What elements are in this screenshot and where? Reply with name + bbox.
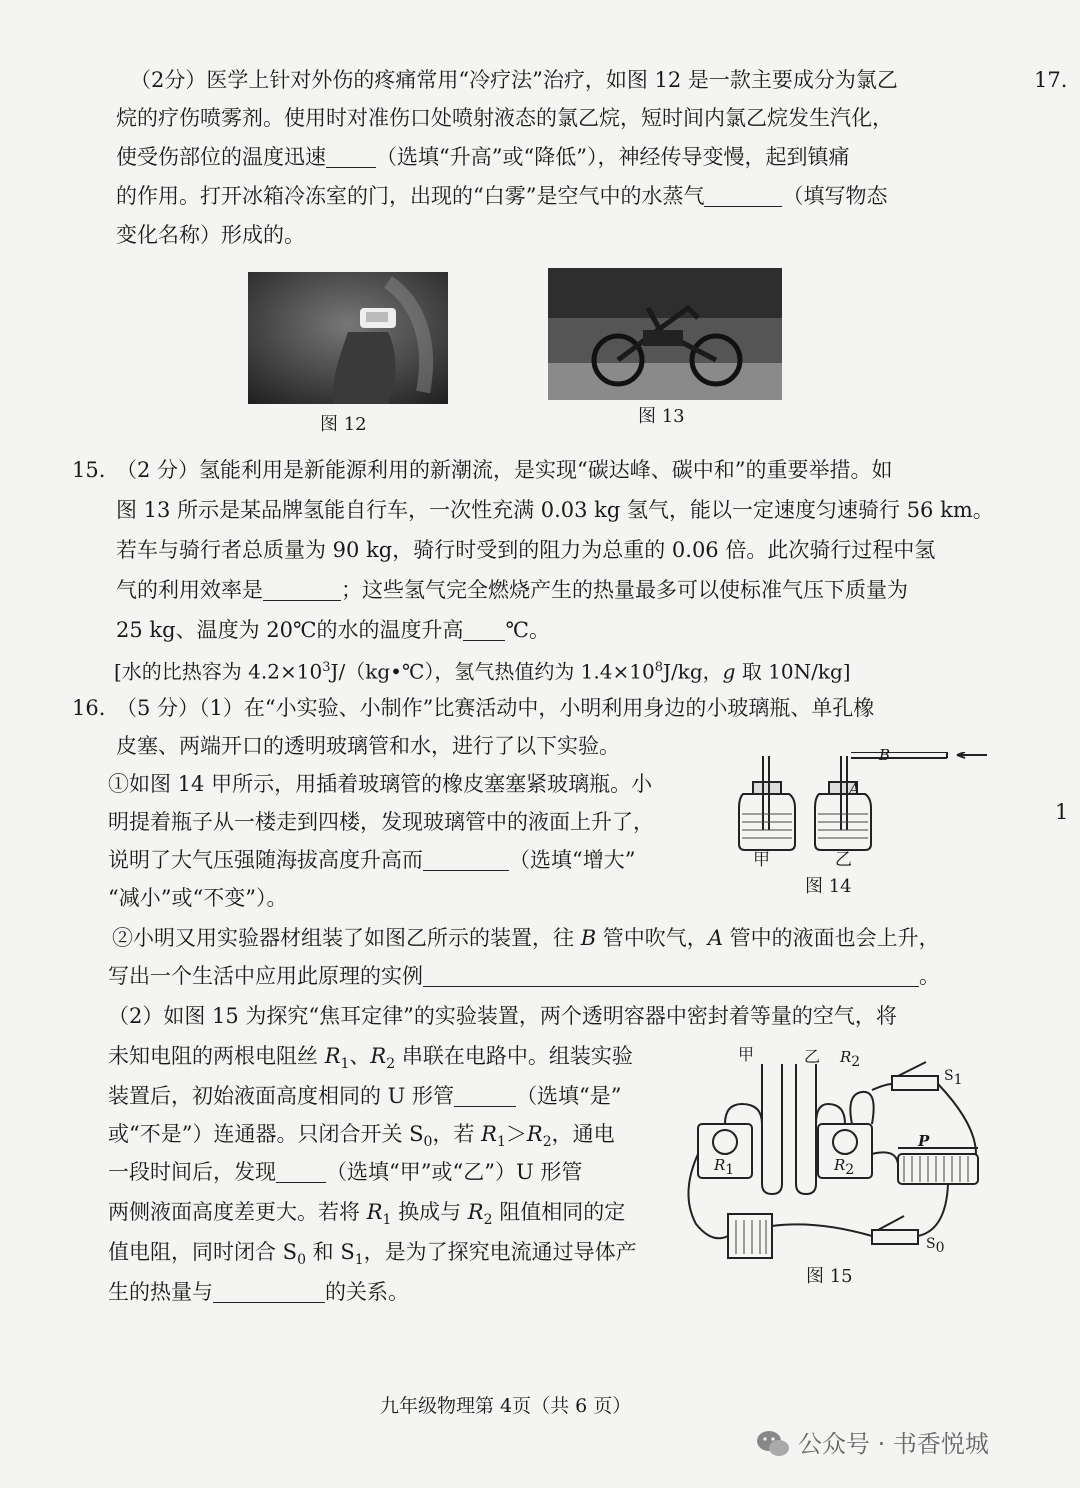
q16-text: R: [366, 1200, 383, 1224]
q16-text: （选填“增大”: [509, 848, 636, 872]
answer-blank[interactable]: [463, 614, 505, 641]
figure-14-caption: 图 14: [805, 876, 852, 897]
answer-blank[interactable]: [423, 960, 919, 987]
q16-text: 串联在电路中。组装实验: [395, 1044, 633, 1068]
q15-text: [水的比热容为 4.2×10: [114, 659, 323, 684]
q16-text: ，通电: [551, 1122, 615, 1146]
q16-text: 两侧液面高度差更大。若将: [108, 1200, 367, 1224]
q14-text: 的作用。打开冰箱冷冻室的门，出现的“白雾”是空气中的水蒸气: [116, 184, 705, 208]
q16-line-6: “减小”或“不变”）。: [108, 886, 288, 910]
q16-text: 1: [354, 1252, 364, 1269]
q15-line-3: 若车与骑行者总质量为 90 kg，骑行时受到的阻力为总重的 0.06 倍。此次骑行过程中氢: [116, 538, 936, 562]
figure-12-photo: [248, 272, 448, 404]
q15-text: 气的利用效率是: [116, 578, 263, 602]
answer-blank[interactable]: [276, 1156, 326, 1183]
q16-line-16: [108, 1272, 409, 1312]
answer-blank[interactable]: [263, 574, 341, 601]
q16-text: ②小明又用实验器材组装了如图乙所示的装置，往: [112, 926, 581, 950]
figure-15-label-jia: 甲: [738, 1045, 755, 1064]
q16-text: 。: [919, 964, 940, 988]
q16-line-1: （5 分）（1）在“小实验、小制作”比赛活动中，小明利用身边的小玻璃瓶、单孔橡: [116, 696, 875, 720]
figure-14: [725, 746, 990, 902]
answer-blank[interactable]: [423, 844, 509, 871]
answer-blank[interactable]: [326, 141, 376, 168]
figure-15-label-r2top-letter: R: [840, 1048, 852, 1066]
q14-text: （填写物态: [782, 184, 888, 208]
q16-text: B: [580, 926, 597, 950]
q16-text: （选填“是”: [516, 1084, 622, 1108]
q14-line-2: 烷的疗伤喷雾剂。使用时对准伤口处喷射液态的氯乙烷，短时间内氯乙烷发生汽化，: [116, 106, 893, 130]
q16-text: 1: [340, 1056, 350, 1073]
q15-number: 15.: [72, 458, 106, 482]
q16-text: 0: [423, 1134, 433, 1151]
figure-14-label-yi: 乙: [835, 850, 852, 870]
figure-15-label-s0-letter: S: [926, 1236, 936, 1252]
q16-line-9: （2）如图 15 为探究“焦耳定律”的实验装置，两个透明容器中密封着等量的空气，将: [108, 1004, 897, 1028]
figure-14-label-b: B: [879, 746, 891, 764]
q16-text: R: [370, 1044, 387, 1068]
q16-text: 换成与: [391, 1200, 468, 1224]
figure-15-label-r1-letter: R: [714, 1156, 726, 1174]
q14-line-1: （2分）医学上针对外伤的疼痛常用“冷疗法”治疗，如图 12 是一款主要成分为氯乙: [130, 68, 898, 92]
q15-text: ；这些氢气完全燃烧产生的热量最多可以使标准气压下质量为: [341, 578, 908, 602]
q15-text: ℃。: [505, 618, 550, 642]
q16-text: 1: [382, 1212, 392, 1229]
q16-text: 管中的液面也会上升，: [722, 926, 940, 950]
q16-line-7: [112, 918, 940, 958]
q16-number: 16.: [72, 696, 106, 720]
watermark-text: 公众号 · 书香悦城: [798, 1430, 989, 1458]
figure-15-label-r1-sub: 1: [725, 1162, 735, 1178]
q15-line-2: 图 13 所示是某品牌氢能自行车，一次性充满 0.03 kg 氢气，能以一定速度匀速骑行 56 km。: [116, 498, 994, 522]
hydrogen-bicycle-image: [548, 268, 782, 400]
q16-line-8: [108, 956, 940, 996]
q16-line-13: [108, 1152, 582, 1192]
q16-text: 0: [297, 1252, 306, 1269]
figure-15-label-yi: 乙: [804, 1047, 821, 1066]
q16-text: 2: [386, 1056, 396, 1073]
q16-text: 生的热量与: [108, 1280, 213, 1304]
q14-line-3: [116, 137, 849, 177]
q16-text: 装置后，初始液面高度相同的 U 形管: [108, 1084, 455, 1108]
figure-15: [676, 1044, 996, 1294]
figure-15-label-r1: [714, 1156, 734, 1179]
q14-line-4: [116, 176, 887, 216]
q15-text: 25 kg、温度为 20℃的水的温度升高: [116, 618, 464, 642]
q16-text: （选填“甲”或“乙”）U 形管: [326, 1160, 583, 1184]
figure-13-photo: [548, 268, 782, 400]
q16-line-11: [108, 1076, 622, 1116]
q16-line-2: 皮塞、两端开口的透明玻璃管和水，进行了以下实验。: [116, 734, 620, 758]
page-footer: 九年级物理第 4页（共 6 页）: [380, 1395, 632, 1417]
q14-text: （选填“升高”或“降低”），神经传导变慢，起到镇痛: [376, 145, 850, 169]
q15-text: 取 10N/kg]: [735, 659, 851, 684]
q15-text: 3: [322, 660, 331, 675]
figure-15-label-r2top-sub: 2: [851, 1054, 861, 1070]
q16-text: R: [467, 1200, 484, 1224]
q16-text: 1: [496, 1134, 506, 1151]
answer-blank[interactable]: [213, 1276, 325, 1303]
q16-text: R: [324, 1044, 341, 1068]
q16-text: ，若: [432, 1122, 482, 1146]
figure-15-label-s0-sub: 0: [935, 1239, 945, 1256]
q16-text: R: [526, 1122, 543, 1146]
q16-line-3: ①如图 14 甲所示，用插着玻璃管的橡皮塞塞紧玻璃瓶。小: [108, 772, 653, 796]
figure-15-label-s1-letter: S: [944, 1068, 954, 1084]
figure-15-label-r2-letter: R: [834, 1156, 846, 1174]
figure-15-label-r2-sub: 2: [845, 1162, 855, 1178]
q16-line-4: 明提着瓶子从一楼走到四楼，发现玻璃管中的液面上升了，: [108, 810, 654, 834]
q16-text: ＞: [505, 1122, 527, 1146]
figure-12-caption: 图 12: [320, 414, 367, 435]
q15-text: J/（kg•℃），氢气热值约为 1.4×10: [330, 659, 655, 684]
q15-text: J/kg，: [662, 659, 723, 684]
answer-blank[interactable]: [704, 180, 782, 207]
q16-text: 的关系。: [325, 1280, 409, 1304]
q16-text: 管中吹气，: [596, 926, 708, 950]
figure-13-caption: 图 13: [638, 406, 685, 427]
q16-text: 值电阻，同时闭合 S: [108, 1240, 298, 1264]
q14-line-5: 变化名称）形成的。: [116, 223, 305, 247]
q16-text: R: [481, 1122, 497, 1146]
q16-text: 阻值相同的定: [492, 1200, 626, 1224]
q16-text: 、: [349, 1044, 371, 1068]
watermark: [756, 1422, 989, 1466]
q15-line-5: [116, 610, 550, 650]
q16-text: 或“不是”）连通器。只闭合开关 S: [108, 1122, 424, 1146]
figure-14-label-jia: 甲: [753, 850, 770, 870]
q16-text: ，是为了探究电流通过导体产: [363, 1240, 637, 1264]
q16-text: 说明了大气压强随海拔高度升高而: [108, 848, 423, 872]
figure-15-label-p: P: [918, 1132, 930, 1150]
q15-text: g: [722, 659, 736, 684]
q15-line-1: （2 分）氢能利用是新能源利用的新潮流，是实现“碳达峰、碳中和”的重要举措。如: [116, 458, 893, 482]
figure-15-caption: 图 15: [806, 1266, 853, 1287]
q14-text: 使受伤部位的温度迅速: [116, 145, 326, 169]
q16-text: 一段时间后，发现: [108, 1160, 276, 1184]
answer-blank[interactable]: [454, 1080, 516, 1107]
figure-15-label-r2-top: [840, 1048, 860, 1071]
margin-mark-1: 1: [1055, 800, 1069, 824]
figure-14-label-a: A: [849, 780, 860, 798]
wechat-icon: [756, 1429, 790, 1459]
figure-14-diagram: [725, 752, 990, 902]
spray-can-image: [248, 272, 448, 404]
q15-text: 8: [654, 660, 663, 675]
figure-15-label-r2: [834, 1156, 854, 1179]
q15-line-4: [116, 570, 908, 610]
q16-text: 2: [542, 1134, 552, 1151]
q16-text: A: [707, 926, 723, 950]
q16-text: 和 S: [305, 1240, 355, 1264]
figure-15-label-s0: [926, 1236, 945, 1256]
q16-text: 写出一个生活中应用此原理的实例: [108, 964, 423, 988]
q16-line-5: [108, 840, 635, 880]
q16-text: 未知电阻的两根电阻丝: [108, 1044, 325, 1068]
figure-15-label-s1-sub: 1: [953, 1071, 963, 1088]
q16-text: 2: [483, 1212, 493, 1229]
q15-constants-line: [114, 648, 851, 692]
figure-15-label-s1: [944, 1068, 963, 1088]
margin-question-17: 17.: [1034, 68, 1068, 92]
